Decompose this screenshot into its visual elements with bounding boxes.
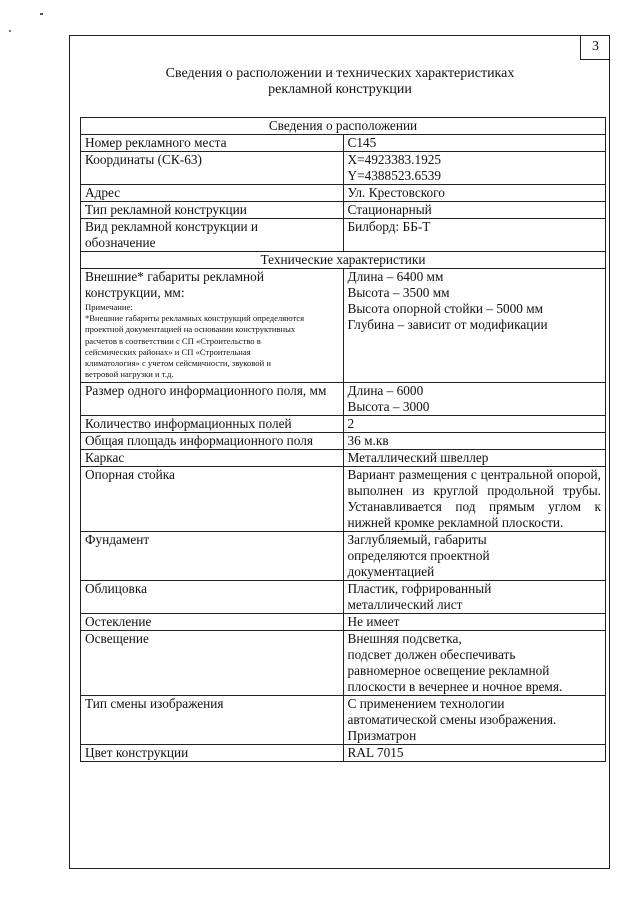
row-value-cell	[343, 135, 606, 152]
row-value-line: Глубина – зависит от модификации	[347, 317, 548, 332]
table-row	[81, 382, 606, 415]
table-row	[81, 415, 606, 432]
footnote-line: ветровой нагрузки и т.д.	[85, 369, 174, 380]
row-label-line: Координаты (СК-63)	[85, 152, 202, 167]
section-header-technical: Технические характеристики	[81, 252, 606, 269]
row-label-line: Количество информационных полей	[85, 415, 292, 431]
row-label-line: конструкции, мм:	[85, 285, 185, 300]
table-row	[81, 744, 606, 761]
row-value-line: Внешняя подсветка,	[347, 630, 462, 646]
row-label-line: Вид рекламной конструкции и	[85, 219, 259, 234]
row-label-line: Тип смены изображения	[85, 695, 224, 711]
table-row	[81, 630, 606, 695]
row-value-line: Билборд: ББ-Т	[347, 219, 431, 234]
footnote-line: сейсмических районах» и СП «Строительная	[85, 346, 251, 357]
row-label-cell	[81, 185, 344, 202]
table-row	[81, 185, 606, 202]
note-title: Примечание:	[85, 302, 133, 312]
row-label-line: Освещение	[85, 630, 149, 646]
footnote-line: проектной документацией на основании конструктивных	[85, 324, 296, 335]
row-label-line: Цвет конструкции	[85, 744, 189, 760]
row-value-line: Ул. Крестовского	[347, 185, 445, 200]
table-row	[81, 449, 606, 466]
location-rows	[81, 135, 606, 252]
footnote-line: расчетов в соответствии с СП «Строительство в	[85, 335, 261, 346]
row-label-cell	[81, 695, 344, 744]
row-value-line: документацией	[347, 563, 435, 579]
row-value-line: 2	[347, 415, 355, 431]
row-value-cell	[343, 449, 606, 466]
row-value-cell	[343, 744, 606, 761]
row-label-cell	[81, 744, 344, 761]
row-label-cell	[81, 613, 344, 630]
row-value-line: автоматической смены изображения.	[347, 711, 557, 727]
table-row	[81, 152, 606, 185]
table-row	[81, 219, 606, 252]
document-title-line: рекламной конструкции	[268, 82, 412, 97]
technical-rows-tail	[81, 531, 606, 761]
row-label-cell	[81, 219, 344, 252]
row-label-cell	[81, 269, 344, 383]
row-value-cell	[343, 219, 606, 252]
row-label-line: обозначение	[85, 235, 156, 250]
row-label-cell	[81, 531, 344, 580]
row-label-cell: Опорная стойка	[81, 466, 344, 531]
row-value-line: С145	[347, 135, 377, 150]
footnote-line: климатология» с учетом сейсмичности, звуковой и	[85, 358, 271, 369]
specifications-table	[80, 117, 606, 762]
row-label-cell	[81, 432, 344, 449]
section-header-row	[81, 252, 606, 269]
row-label-line: Остекление	[85, 613, 152, 629]
row-value-cell	[343, 152, 606, 185]
row-label-line: Адрес	[85, 185, 121, 200]
footnote-line: *Внешние габариты рекламных конструкций определяются	[85, 313, 305, 323]
table-row-support	[81, 466, 606, 531]
row-value-line: Пластик, гофрированный	[347, 580, 492, 596]
row-value-line: Y=4388523.6539	[347, 168, 442, 183]
table-row	[81, 432, 606, 449]
row-label-cell	[81, 382, 344, 415]
row-label-cell	[81, 202, 344, 219]
table-row	[81, 531, 606, 580]
page-number: 3	[580, 35, 610, 60]
row-label-cell	[81, 415, 344, 432]
row-label-line: Тип рекламной конструкции	[85, 202, 247, 217]
row-value-line: Длина – 6400 мм	[347, 269, 444, 284]
scan-speck	[40, 13, 43, 15]
row-label-cell	[81, 135, 344, 152]
row-value-cell	[343, 580, 606, 613]
row-value-line: Длина – 6000	[347, 382, 424, 398]
row-value-line: С применением технологии	[347, 695, 505, 711]
row-value-line: 36 м.кв	[347, 432, 389, 448]
row-value-line: RAL 7015	[347, 744, 404, 760]
row-label-cell	[81, 449, 344, 466]
section-header-row	[81, 118, 606, 135]
row-value-line: металлический лист	[347, 596, 463, 612]
row-value-line: Не имеет	[347, 613, 400, 629]
scan-speck	[9, 30, 11, 32]
row-value-cell	[343, 202, 606, 219]
row-value-cell	[343, 185, 606, 202]
technical-rows	[81, 382, 606, 466]
row-value-cell	[343, 432, 606, 449]
footnote	[85, 313, 339, 381]
row-value-line: Высота опорной стойки – 5000 мм	[347, 301, 544, 316]
section-header-location: Сведения о расположении	[81, 118, 606, 135]
row-value-cell	[343, 531, 606, 580]
row-label-line: Размер одного информационного поля, мм	[85, 382, 327, 398]
table-row	[81, 580, 606, 613]
row-label-line: Общая площадь информационного поля	[85, 432, 314, 448]
table-row	[81, 695, 606, 744]
row-label-cell	[81, 630, 344, 695]
row-value-cell	[343, 415, 606, 432]
row-label-line: Внешние* габариты рекламной	[85, 269, 264, 284]
row-value-line: Заглубляемый, габариты	[347, 531, 487, 547]
row-value-line: X=4923383.1925	[347, 152, 442, 167]
table-row-dimensions	[81, 269, 606, 383]
row-label-line: Каркас	[85, 449, 125, 465]
row-value-line: Высота – 3000	[347, 398, 430, 414]
row-value-line: Призматрон	[347, 727, 417, 743]
row-value-cell	[343, 269, 606, 383]
table-row	[81, 135, 606, 152]
row-label-line: Фундамент	[85, 531, 150, 547]
row-value-line: Высота – 3500 мм	[347, 285, 450, 300]
row-value-line: определяются проектной	[347, 547, 490, 563]
row-value-cell	[343, 630, 606, 695]
row-value-cell	[343, 695, 606, 744]
document-title-line: Сведения о расположении и технических характеристиках	[165, 66, 515, 81]
row-value-cell	[343, 613, 606, 630]
row-label-cell	[81, 580, 344, 613]
row-value-line: равномерное освещение рекламной	[347, 662, 550, 678]
table-row	[81, 202, 606, 219]
row-value-line: Металлический швеллер	[347, 449, 489, 465]
row-label-cell	[81, 152, 344, 185]
row-value-line: подсвет должен обеспечивать	[347, 646, 516, 662]
row-value-line: Стационарный	[347, 202, 432, 217]
row-label-line: Облицовка	[85, 580, 147, 596]
table-row	[81, 613, 606, 630]
row-value-line: плоскости в вечернее и ночное время.	[347, 678, 563, 694]
row-label-line: Номер рекламного места	[85, 135, 227, 150]
document-title	[120, 66, 560, 98]
row-value-cell	[343, 382, 606, 415]
row-value-cell: Вариант размещения с центральной опорой, выполнен из круглой продольной трубы. Устанавливается под прямым углом к нижней кромке рекламной плоскости.	[343, 466, 606, 531]
